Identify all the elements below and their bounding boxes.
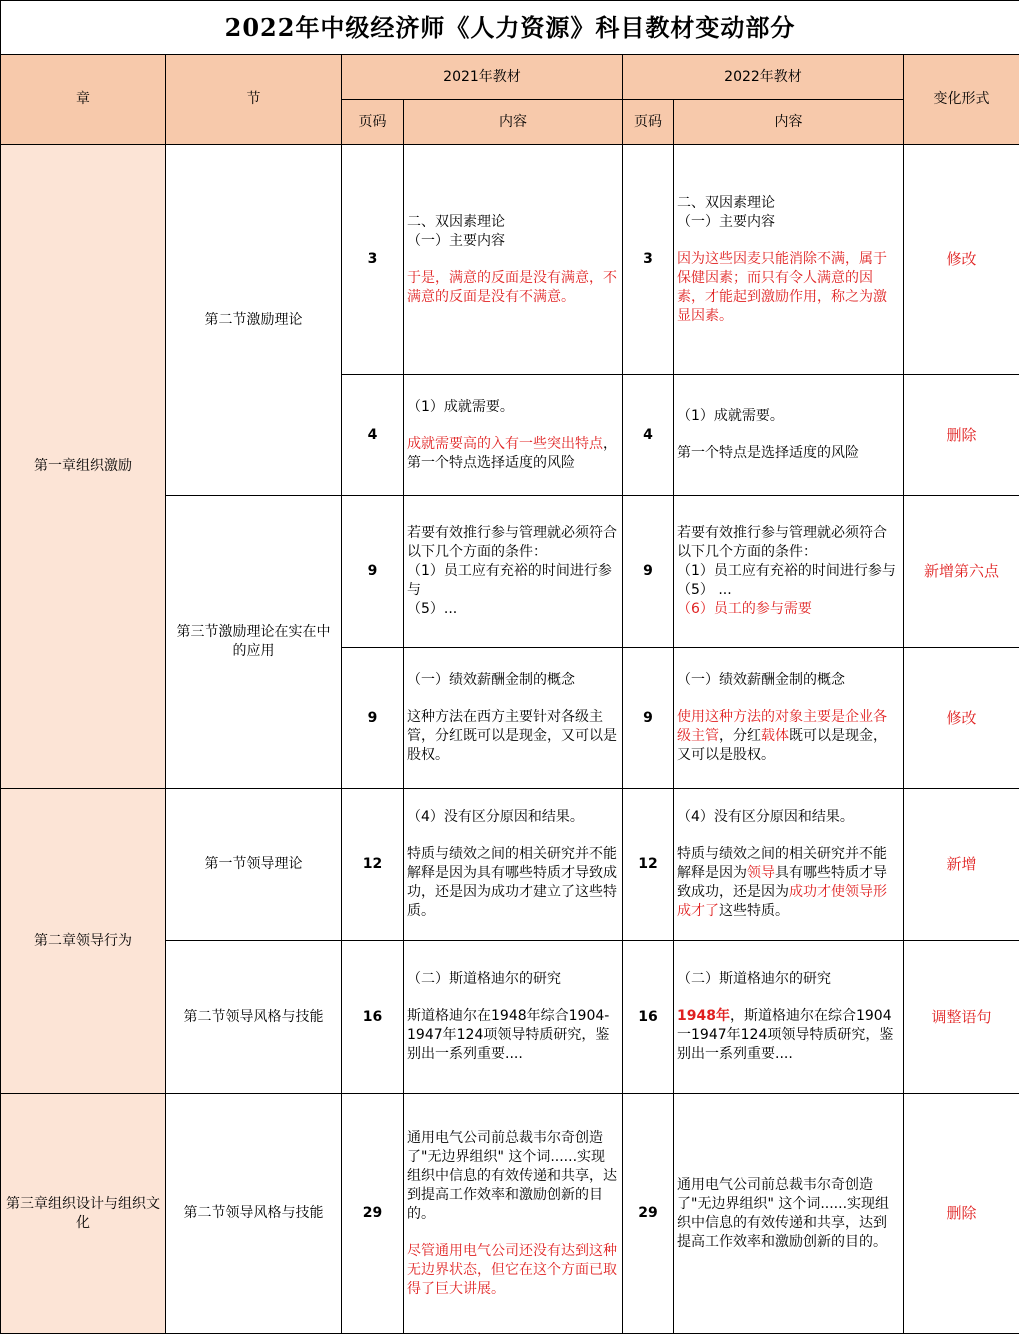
content-2021: （4）没有区分原因和结果。 特质与绩效之间的相关研究并不能解释是因为具有哪些特质才导致成功，还是因为成功才建立了这些特质。 [404,789,623,941]
chapter-cell: 第三章组织设计与组织文化 [1,1094,166,1334]
content-2022: 若要有效推行参与管理就必须符合以下几个方面的条件： （1）员工应有充裕的时间进行参与 （5） ... （6）员工的参与需要 [674,496,904,648]
change-type: 新增 [904,789,1019,941]
page-2021: 9 [342,496,404,648]
content-2022: （4）没有区分原因和结果。 特质与绩效之间的相关研究并不能解释是因为领导具有哪些特质才导致成功，还是因为成功才使领导形成才了这些特质。 [674,789,904,941]
section-cell: 第二节激励理论 [166,145,342,496]
content-2022: 二、双因素理论 （一）主要内容 因为这些因麦只能消除不满，属于保健因素；而只有令人满意的因素，才能起到激励作用，称之为激显因素。 [674,145,904,375]
page-2021: 12 [342,789,404,941]
change-type: 修改 [904,145,1019,375]
page-2021: 16 [342,941,404,1094]
change-type: 新增第六点 [904,496,1019,648]
page-title: 2022年中级经济师《人力资源》科目教材变动部分 [1,1,1019,55]
content-2022: 通用电气公司前总裁韦尔奇创造了"无边界组织" 这个词......实现组织中信息的有效传递和共享，达到提高工作效率和激励创新的目的。 [674,1094,904,1334]
table-row [1,789,1019,941]
header-2022: 2022年教材 [623,55,904,100]
header-change: 变化形式 [904,55,1019,145]
content-2021: 二、双因素理论 （一）主要内容 于是，满意的反面是没有满意，不满意的反面是没有不满意。 [404,145,623,375]
change-type: 修改 [904,648,1019,789]
section-cell: 第三节激励理论在实在中的应用 [166,496,342,789]
table-row [1,145,1019,375]
page-2022: 9 [623,496,674,648]
header-page-2021: 页码 [342,100,404,145]
header-section: 节 [166,55,342,145]
header-chapter: 章 [1,55,166,145]
page-2022: 16 [623,941,674,1094]
page-2022: 9 [623,648,674,789]
page-2022: 4 [623,375,674,496]
chapter-cell: 第二章领导行为 [1,789,166,1094]
section-cell: 第二节领导风格与技能 [166,941,342,1094]
page-2022: 3 [623,145,674,375]
content-2021: 通用电气公司前总裁韦尔奇创造了"无边界组织" 这个词......实现组织中信息的有效传递和共享，达到提高工作效率和激励创新的目的。 尽管通用电气公司还没有达到这种无边界状态，但它在这个方面已取得了巨大讲展。 [404,1094,623,1334]
content-2022: （一）绩效薪酬金制的概念 使用这种方法的对象主要是企业各级主管，分红载体既可以是现金，又可以是股权。 [674,648,904,789]
content-2021: （一）绩效薪酬金制的概念 这种方法在西方主要针对各级主管，分红既可以是现金，又可以是股权。 [404,648,623,789]
page-2021: 29 [342,1094,404,1334]
change-type: 删除 [904,1094,1019,1334]
section-cell: 第二节领导风格与技能 [166,1094,342,1334]
page-2021: 4 [342,375,404,496]
chapter-cell: 第一章组织激励 [1,145,166,789]
page-2021: 9 [342,648,404,789]
header-2021: 2021年教材 [342,55,623,100]
header-content-2021: 内容 [404,100,623,145]
page-2022: 29 [623,1094,674,1334]
section-cell: 第一节领导理论 [166,789,342,941]
content-2021: （二）斯道格迪尔的研究 斯道格迪尔在1948年综合1904-1947年124项领导特质研究，鉴别出一系列重要.... [404,941,623,1094]
content-2022: （1）成就需要。 第一个特点是选择适度的风险 [674,375,904,496]
content-2021: （1）成就需要。 成就需要高的入有一些突出特点，第一个特点选择适度的风险 [404,375,623,496]
content-2021: 若要有效推行参与管理就必须符合以下几个方面的条件： （1）员工应有充裕的时间进行参与 （5）... [404,496,623,648]
header-content-2022: 内容 [674,100,904,145]
change-type: 调整语句 [904,941,1019,1094]
page-2022: 12 [623,789,674,941]
table-row [1,1094,1019,1334]
change-type: 删除 [904,375,1019,496]
page-2021: 3 [342,145,404,375]
header-page-2022: 页码 [623,100,674,145]
content-2022: （二）斯道格迪尔的研究 1948年，斯道格迪尔在综合1904一1947年124项领导特质研究，鉴别出一系列重要.... [674,941,904,1094]
